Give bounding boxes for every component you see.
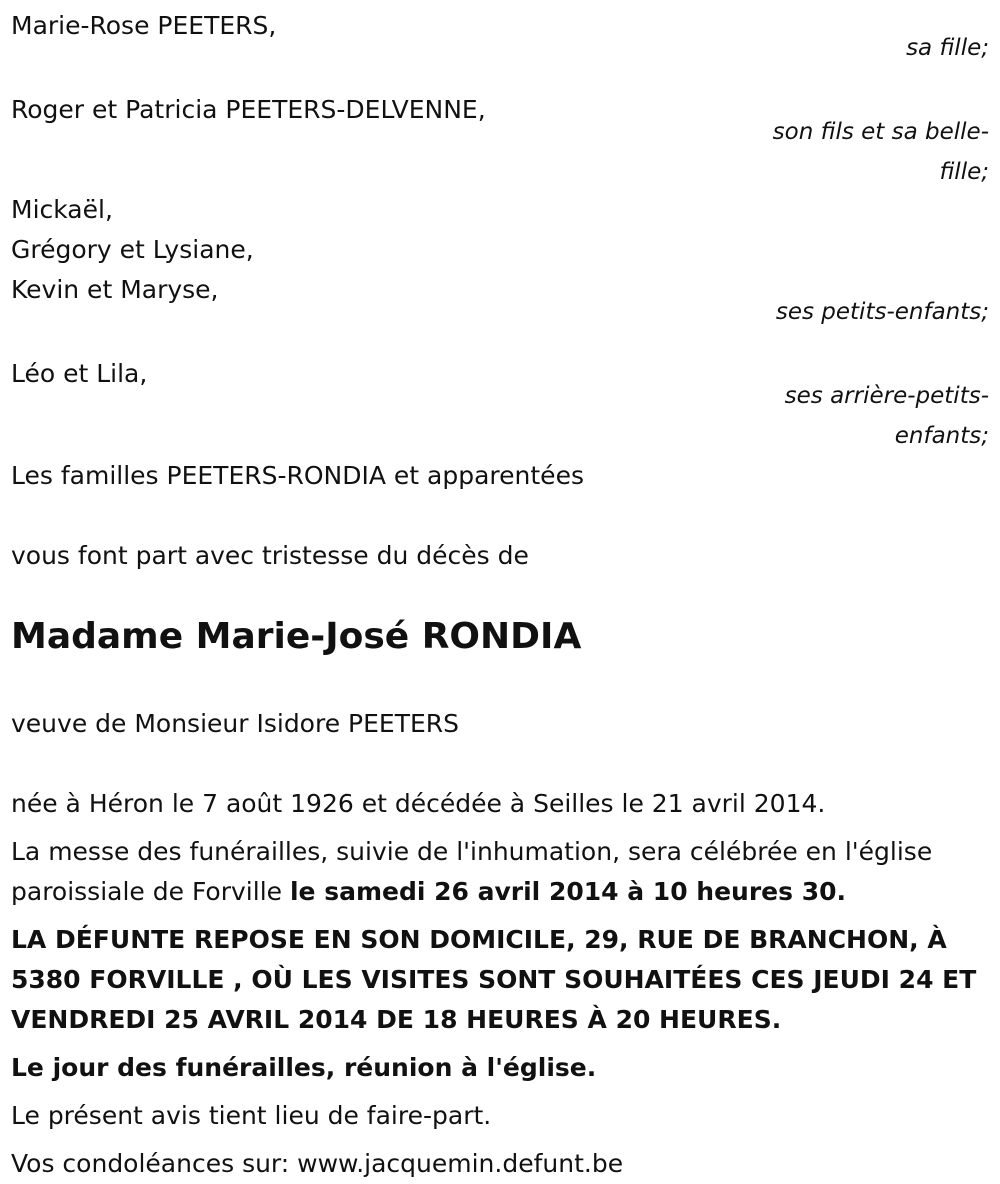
- family-name-line: Grégory et Lysiane,: [11, 235, 254, 264]
- widow-of-line: veuve de Monsieur Isidore PEETERS: [11, 709, 460, 738]
- family-role: ses petits-enfants;: [775, 299, 989, 325]
- mass-date: le samedi 26 avril 2014 à 10 heures 30.: [289, 877, 847, 906]
- obituary-notice: [11, 6, 991, 1184]
- family-name-line: Mickaël,: [11, 195, 113, 224]
- visits-paragraph: LA DÉFUNTE REPOSE EN SON DOMICILE, 29, RUE DE BRANCHON, À 5380 FORVILLE , OÙ LES VISITES SONT SOUHAITÉES CES JEUDI 24 ET VENDREDI 25 AVRIL 2014 DE 18 HEURES À 20 HEURES.: [11, 925, 977, 1034]
- family-entry-great-grandchildren: [11, 354, 991, 456]
- family-entry-grandchildren: [11, 190, 991, 332]
- family-entry-son: [11, 90, 991, 192]
- announcement-line: vous font part avec tristesse du décès de: [11, 541, 529, 570]
- birth-death-line: née à Héron le 7 août 1926 et décédée à Seilles le 21 avril 2014.: [11, 789, 826, 818]
- families-line: Les familles PEETERS-RONDIA et apparentées: [11, 461, 584, 490]
- family-name-line: Kevin et Maryse,: [11, 275, 219, 304]
- family-role: sa fille;: [906, 35, 989, 61]
- condolences-line: Vos condoléances sur: www.jacquemin.defunt.be: [11, 1149, 624, 1178]
- mass-text: La messe des funérailles, suivie de l'inhumation, sera célébrée en l'église paroissiale de Forville: [11, 837, 933, 906]
- family-role: son fils et sa belle-fille;: [772, 119, 989, 185]
- meeting-line: Le jour des funérailles, réunion à l'église.: [11, 1053, 597, 1082]
- mass-paragraph: [11, 832, 991, 912]
- family-name-line: Roger et Patricia PEETERS-DELVENNE,: [11, 95, 486, 124]
- family-name-line: Marie-Rose PEETERS,: [11, 11, 277, 40]
- family-entry-daughter: [11, 6, 991, 68]
- deceased-name: Madame Marie-José RONDIA: [11, 616, 582, 657]
- family-name-line: Léo et Lila,: [11, 359, 148, 388]
- family-role: ses arrière-petits-enfants;: [784, 383, 989, 449]
- notice-line: Le présent avis tient lieu de faire-part.: [11, 1101, 492, 1130]
